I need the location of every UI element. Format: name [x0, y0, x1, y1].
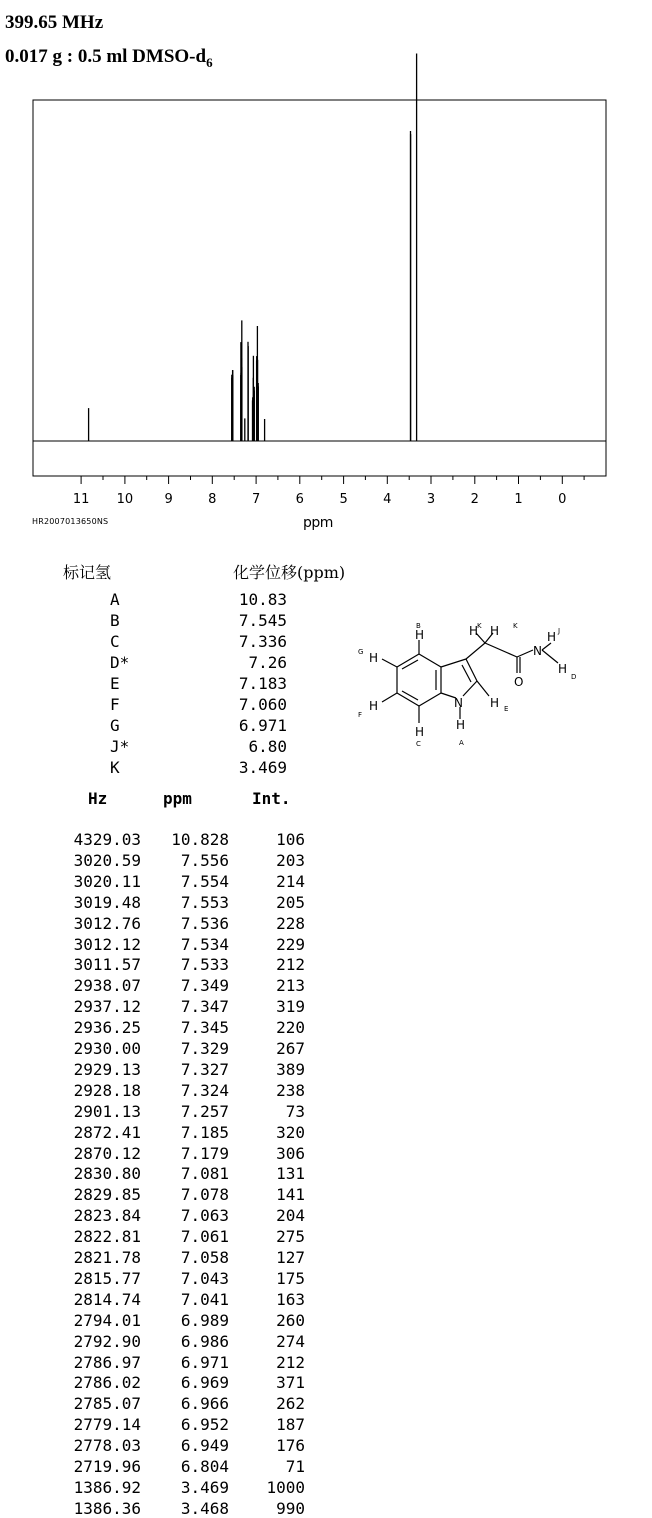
peak-intensity: 262: [276, 1394, 305, 1414]
peak-hz: 3012.76: [73, 913, 141, 933]
peak-ppm: 7.078: [180, 1185, 229, 1205]
assignment-shift: 10.83: [238, 590, 287, 609]
assignment-shift: 7.26: [248, 653, 287, 672]
label-k: K: [513, 622, 518, 630]
peak-ppm: 7.041: [180, 1289, 229, 1309]
peak-ppm: 6.989: [180, 1310, 229, 1330]
x-tick-label: 11: [72, 492, 90, 507]
assignment-shift: 6.80: [248, 737, 287, 756]
peak-intensity: 990: [276, 1498, 305, 1518]
peak-ppm: 6.952: [180, 1415, 229, 1435]
peak-hz: 2821.78: [73, 1248, 141, 1267]
spectrometer-frequency: 399.65 MHz: [5, 12, 104, 33]
peak-hz: 2815.77: [73, 1268, 141, 1288]
atom-h: H: [558, 662, 568, 676]
peak-intensity: 274: [276, 1331, 305, 1351]
label-f: F: [358, 711, 363, 719]
peak-hz: 2786.02: [73, 1373, 141, 1393]
peak-intensity: 220: [276, 1018, 305, 1038]
peak-intensity: 267: [276, 1039, 305, 1058]
label-g: G: [358, 648, 364, 656]
peak-intensity: 228: [276, 913, 305, 933]
x-tick-label: 2: [470, 492, 479, 507]
atom-h: H: [490, 624, 500, 638]
peak-hz: 4329.03: [73, 830, 141, 849]
peak-hz: 2928.18: [73, 1080, 141, 1100]
assignment-label: J*: [110, 737, 130, 756]
x-tick-label: 3: [426, 492, 436, 507]
assignment-shift: 3.469: [238, 758, 287, 777]
peak-ppm: 7.554: [180, 871, 229, 891]
peak-hz: 2936.25: [73, 1018, 141, 1038]
peak-hz: 1386.92: [73, 1477, 141, 1497]
x-tick-label: 1: [514, 492, 523, 507]
peak-intensity: 212: [276, 955, 305, 975]
atom-h: H: [369, 651, 379, 665]
peak-intensity: 389: [276, 1059, 305, 1079]
peak-hz: 2814.74: [73, 1289, 141, 1309]
assignment-shift: 7.336: [238, 632, 287, 651]
peak-ppm: 7.345: [180, 1018, 229, 1038]
label-j: J: [558, 627, 561, 635]
peak-ppm: 7.349: [180, 976, 229, 996]
label-k: K: [477, 622, 482, 630]
peak-intensity: 141: [276, 1185, 305, 1205]
assignment-label-header: 标记氢: [63, 563, 112, 582]
peak-hz: 3020.59: [73, 850, 141, 870]
peak-intensity: 1000: [266, 1477, 305, 1497]
peaks-group: [89, 54, 417, 442]
atom-h: H: [369, 699, 379, 713]
peak-intensity: 238: [276, 1080, 305, 1100]
peak-hz: 2829.85: [73, 1185, 141, 1205]
plot-frame: [33, 100, 606, 476]
molecule-structure: [352, 615, 592, 755]
peak-intensity: 306: [276, 1143, 305, 1163]
assignment-label: B: [110, 611, 120, 630]
peak-intensity: 319: [276, 997, 305, 1017]
peak-intensity: 187: [276, 1415, 305, 1435]
peak-ppm: 7.327: [180, 1059, 229, 1079]
assignment-label: F: [110, 695, 120, 714]
assignment-shift-header: 化学位移(ppm): [233, 563, 346, 582]
atom-h: H: [490, 696, 500, 710]
label-c: C: [416, 740, 421, 748]
peak-hz: 3019.48: [73, 892, 141, 912]
peak-intensity: 203: [276, 850, 305, 870]
peak-ppm: 6.804: [180, 1457, 229, 1476]
peak-ppm: 7.257: [180, 1101, 229, 1121]
peak-ppm: 7.061: [180, 1227, 229, 1247]
assignment-label: C: [110, 632, 120, 651]
atom-h: H: [469, 624, 479, 638]
peak-hz: 2823.84: [73, 1206, 141, 1226]
atom-h: H: [456, 718, 466, 732]
peak-intensity: 73: [285, 1101, 305, 1121]
atom-o: O: [514, 675, 524, 689]
peak-hz: 2794.01: [73, 1310, 141, 1330]
peak-intensity: 127: [276, 1248, 305, 1267]
assignment-label: E: [110, 674, 120, 693]
peak-hz: 2930.00: [73, 1039, 141, 1058]
assignment-shift: 7.545: [238, 611, 287, 630]
peak-ppm: 7.043: [180, 1268, 229, 1288]
peak-ppm: 6.971: [180, 1352, 229, 1372]
peak-hz: 2785.07: [73, 1394, 141, 1414]
x-tick-label: 4: [383, 492, 392, 507]
x-tick-label: 10: [116, 492, 134, 507]
atom-h: H: [415, 628, 425, 642]
molecule-bonds: [382, 633, 558, 723]
atom-h: H: [547, 630, 557, 644]
atom-n: N: [454, 696, 463, 710]
peak-ppm: 7.556: [180, 850, 229, 870]
assignment-shift: 7.060: [238, 695, 287, 714]
assignment-label: K: [110, 758, 120, 777]
atom-n: N: [533, 644, 542, 658]
peak-table-header-int: Int.: [252, 789, 291, 808]
peak-hz: 2901.13: [73, 1101, 141, 1121]
label-d: D: [571, 673, 577, 681]
peak-intensity: 205: [276, 892, 305, 912]
x-tick-label: 9: [164, 492, 173, 507]
x-axis-ticks: [73, 476, 584, 507]
peak-hz: 2872.41: [73, 1122, 141, 1142]
peak-ppm: 6.966: [180, 1394, 229, 1414]
label-b: B: [416, 622, 421, 630]
peak-ppm: 7.553: [180, 892, 229, 912]
x-tick-label: 5: [339, 492, 348, 507]
sample-main: 0.017 g : 0.5 ml DMSO-d: [5, 46, 207, 67]
peak-hz: 3020.11: [73, 871, 141, 891]
label-e: E: [504, 705, 509, 713]
peak-intensity: 229: [276, 934, 305, 954]
assignment-shift: 6.971: [238, 716, 287, 735]
peak-ppm: 7.347: [180, 997, 229, 1017]
peak-ppm: 7.533: [180, 955, 229, 975]
peak-hz: 3012.12: [73, 934, 141, 954]
peak-hz: 2929.13: [73, 1059, 141, 1079]
peak-intensity: 214: [276, 871, 305, 891]
assignment-label: G: [110, 716, 120, 735]
peak-ppm: 3.468: [180, 1498, 229, 1518]
peak-intensity: 320: [276, 1122, 305, 1142]
peak-hz: 3011.57: [73, 955, 141, 975]
peak-hz: 2822.81: [73, 1227, 141, 1247]
peak-ppm: 7.534: [180, 934, 229, 954]
peak-intensity: 163: [276, 1289, 305, 1309]
peak-ppm: 10.828: [171, 830, 229, 849]
peak-intensity: 131: [276, 1164, 305, 1184]
peak-ppm: 7.536: [180, 913, 229, 933]
spectrum-code: HR2007013650NS: [32, 517, 109, 526]
molecule-atoms: [369, 624, 567, 739]
peak-ppm: 6.986: [180, 1331, 229, 1351]
x-tick-label: 6: [295, 492, 304, 507]
nmr-spectrum-chart: [0, 0, 652, 540]
x-axis-label: ppm: [303, 515, 333, 531]
x-tick-label: 8: [208, 492, 217, 507]
peak-hz: 2779.14: [73, 1415, 141, 1435]
peak-intensity: 371: [276, 1373, 305, 1393]
peak-intensity: 260: [276, 1310, 305, 1330]
peak-intensity: 275: [276, 1227, 305, 1247]
peak-intensity: 176: [276, 1436, 305, 1456]
assignment-shift: 7.183: [238, 674, 287, 693]
peak-ppm: 7.324: [180, 1080, 229, 1100]
peak-ppm: 7.329: [180, 1039, 229, 1058]
peak-ppm: 7.185: [180, 1122, 229, 1142]
molecule-proton-labels: [358, 622, 576, 748]
x-tick-label: 0: [558, 492, 567, 507]
peak-intensity: 71: [285, 1457, 305, 1476]
peak-hz: 2786.97: [73, 1352, 141, 1372]
atom-h: H: [415, 725, 425, 739]
peak-table-header-ppm: ppm: [163, 789, 192, 808]
peak-ppm: 7.058: [180, 1248, 229, 1267]
peak-intensity: 175: [276, 1268, 305, 1288]
sample-subscript: 6: [206, 54, 213, 70]
peak-ppm: 7.179: [180, 1143, 229, 1163]
peak-ppm: 3.469: [180, 1477, 229, 1497]
peak-ppm: 7.063: [180, 1206, 229, 1226]
peak-hz: 2778.03: [73, 1436, 141, 1456]
peak-hz: 2937.12: [73, 997, 141, 1017]
x-tick-label: 7: [251, 492, 261, 507]
peak-intensity: 213: [276, 976, 305, 996]
assignment-label: D*: [110, 653, 130, 672]
peak-hz: 2870.12: [73, 1143, 141, 1163]
label-a: A: [459, 739, 464, 747]
peak-hz: 1386.36: [73, 1498, 141, 1518]
peak-ppm: 7.081: [180, 1164, 229, 1184]
peak-intensity: 204: [276, 1206, 305, 1226]
peak-table-header-hz: Hz: [88, 789, 108, 808]
peak-hz: 2719.96: [73, 1457, 141, 1476]
peak-ppm: 6.969: [180, 1373, 229, 1393]
peak-hz: 2938.07: [73, 976, 141, 996]
assignment-label: A: [110, 590, 120, 609]
peak-intensity: 212: [276, 1352, 305, 1372]
peak-hz: 2792.90: [73, 1331, 141, 1351]
peak-ppm: 6.949: [180, 1436, 229, 1456]
peak-intensity: 106: [276, 830, 305, 849]
peak-hz: 2830.80: [73, 1164, 141, 1184]
